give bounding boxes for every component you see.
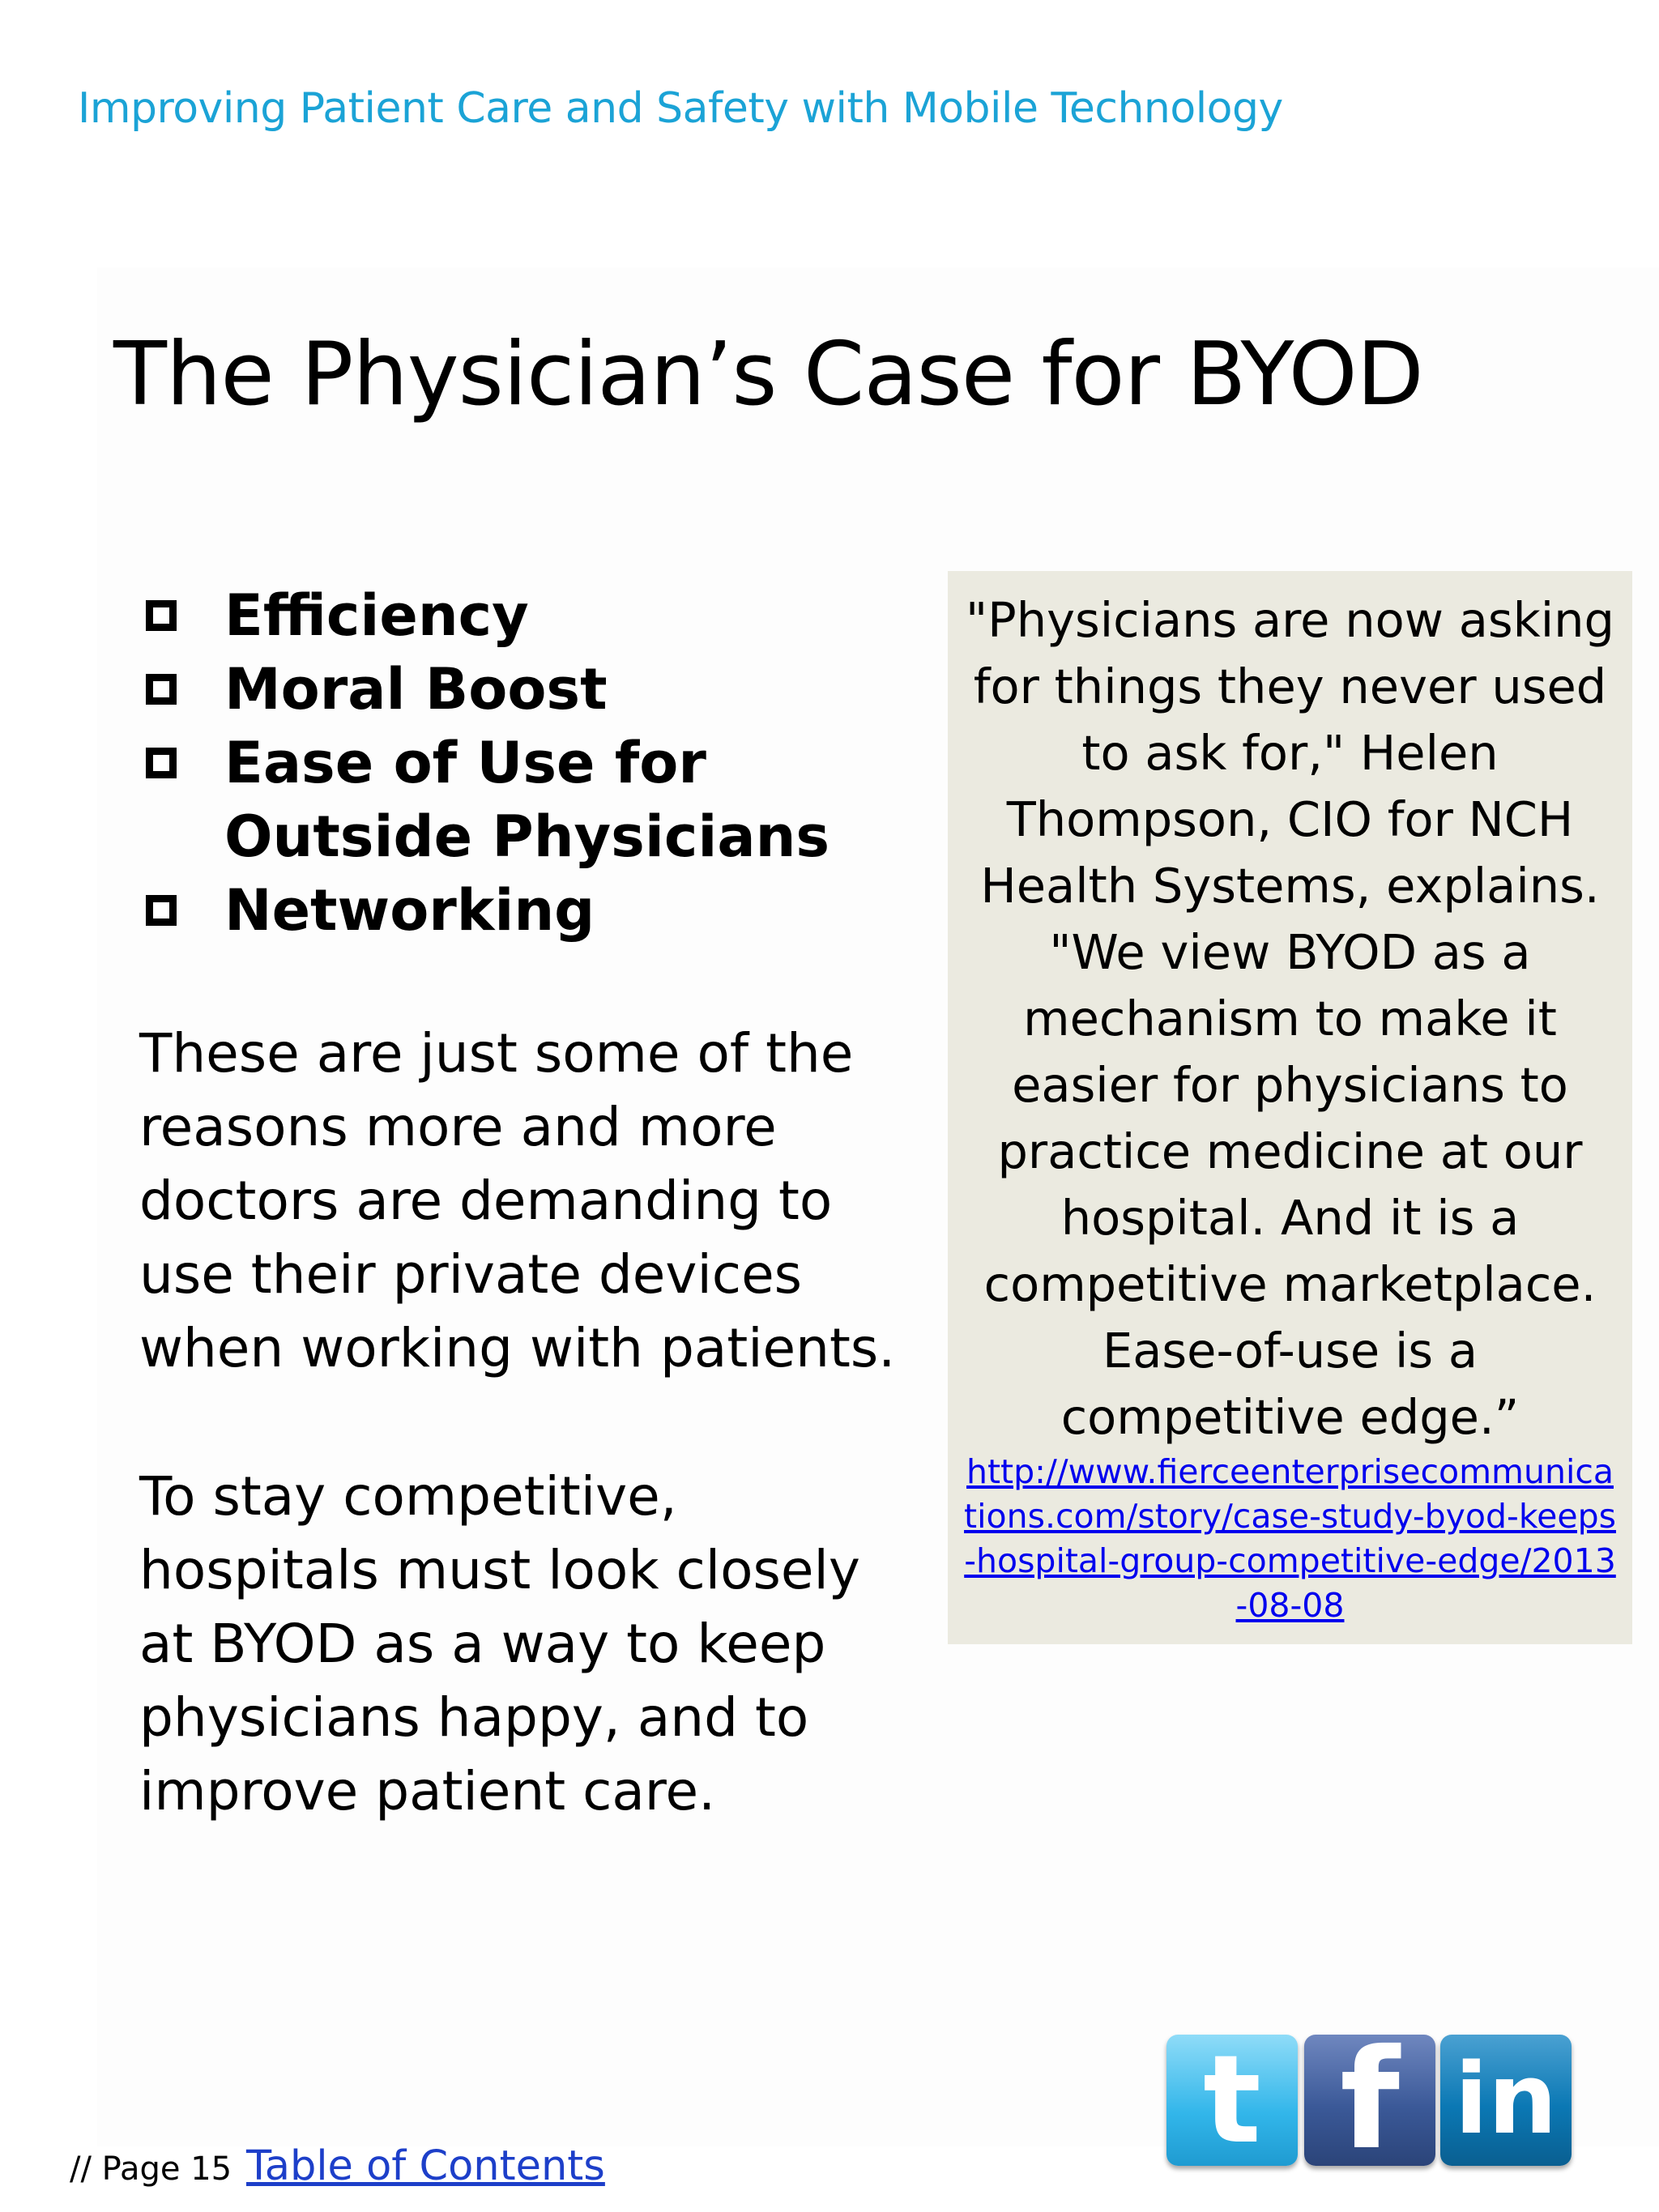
facebook-icon[interactable] xyxy=(1304,2020,1435,2180)
reasons-paragraph: These are just some of the reasons more and more doctors are demanding to use their private devices when working with patients. xyxy=(139,1022,896,1379)
linkedin-icon[interactable] xyxy=(1440,2035,1572,2166)
page-number: // Page 15 xyxy=(70,2150,232,2188)
list-item xyxy=(139,874,949,948)
twitter-icon[interactable] xyxy=(1166,2030,1298,2171)
table-of-contents-link[interactable]: Table of Contents xyxy=(246,2142,605,2190)
competitive-paragraph: To stay competitive, hospitals must look closely at BYOD as a way to keep physicians happy, and to improve patient care. xyxy=(139,1465,860,1822)
list-item xyxy=(139,579,949,653)
list-item xyxy=(139,727,949,874)
bullet-label-continued: Outside Physicians xyxy=(224,803,830,870)
slide-title: The Physician’s Case for BYOD xyxy=(113,324,1423,425)
quote-text: "Physicians are now asking for things they never used to ask for," Helen Thompson, CIO for NCH Health Systems, explains. "We view BYOD as a mechanism to make it easier for physicians to practice medicine at our hospital. And it is a competitive marketplace. Ease-of-use is a competitive edge.” xyxy=(966,592,1614,1445)
source-link[interactable]: http://www.fierceenterprisecommunications.com/story/case-study-byod-keeps-hospital-group-competitive-edge/2013-08-08 xyxy=(964,1452,1616,1625)
bullet-label: Ease of Use for xyxy=(224,730,706,796)
header-title: Improving Patient Care and Safety with Mobile Technology xyxy=(78,84,1283,133)
bullet-label: Moral Boost xyxy=(224,656,608,722)
checkbox-icon xyxy=(146,600,177,631)
twitter-glyph: t xyxy=(1203,2030,1261,2171)
quote-panel xyxy=(948,571,1632,1644)
checkbox-icon xyxy=(146,674,177,705)
facebook-glyph: f xyxy=(1340,2020,1400,2180)
checkbox-icon xyxy=(146,748,177,778)
bullet-label: Networking xyxy=(224,877,595,944)
bullet-label: Efficiency xyxy=(224,582,529,649)
linkedin-glyph: in xyxy=(1454,2044,1558,2156)
reasons-list xyxy=(139,579,949,948)
checkbox-icon xyxy=(146,895,177,926)
list-item xyxy=(139,653,949,727)
